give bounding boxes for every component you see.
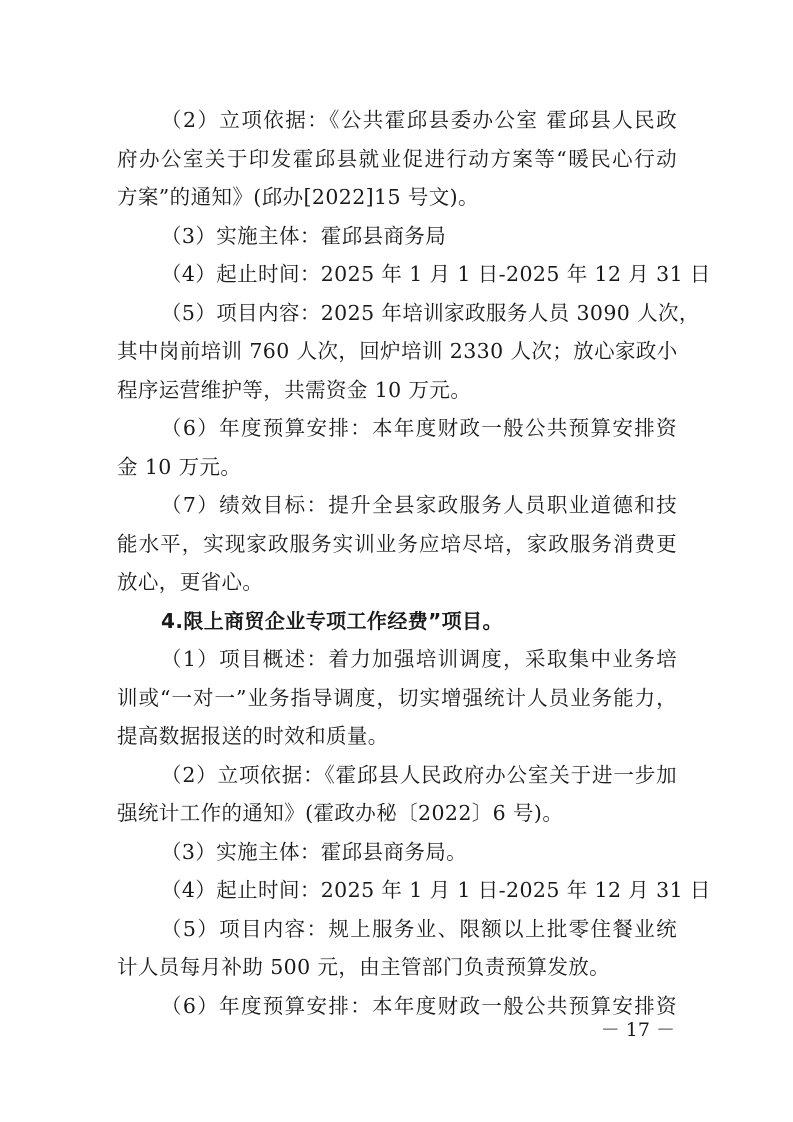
paragraph-overview-line-2: 训或“一对一”业务指导调度，切实增强统计人员业务能力，: [117, 685, 677, 710]
paragraph-period: （4）起止时间：2025 年 1 月 1 日-2025 年 12 月 31 日: [161, 262, 711, 286]
paragraph-implementer2: （3）实施主体：霍邱县商务局。: [161, 839, 468, 864]
page-number: － 17 －: [600, 1019, 675, 1041]
paragraph-content-line-3: 程序运营维护等，共需资金 10 万元。: [117, 377, 472, 402]
paragraph-goal-line-2: 能水平，实现家政服务实训业务应培尽培，家政服务消费更: [117, 531, 677, 556]
paragraph-basis-line-2: 府办公室关于印发霍邱县就业促进行动方案等“暖民心行动: [117, 146, 677, 171]
paragraph-basis-line-1: （2）立项依据：《公共霍邱县委办公室 霍邱县人民政: [161, 108, 677, 132]
paragraph-implementer: （3）实施主体：霍邱县商务局: [161, 223, 447, 248]
paragraph-budget-line-2: 金 10 万元。: [117, 454, 242, 479]
paragraph-goal-line-3: 放心，更省心。: [117, 570, 264, 594]
paragraph-overview-line-1: （1）项目概述：着力加强培训调度，采取集中业务培: [161, 647, 677, 671]
paragraph-basis2-line-2: 强统计工作的通知》(霍政办秘〔2022〕6 号)。: [117, 801, 564, 825]
section-heading: 4.限上商贸企业专项工作经费”项目。: [161, 608, 503, 633]
paragraph-content-line-2: 其中岗前培训 760 人次，回炉培训 2330 人次；放心家政小: [117, 339, 678, 363]
document-body: [117, 101, 711, 1025]
paragraph-basis-line-3: 方案”的通知》(邱办[2022]15 号文)。: [117, 185, 479, 209]
paragraph-basis2-line-1: （2）立项依据：《霍邱县人民政府办公室关于进一步加: [161, 762, 677, 787]
paragraph-period2: （4）起止时间：2025 年 1 月 1 日-2025 年 12 月 31 日: [161, 878, 711, 902]
paragraph-goal-line-1: （7）绩效目标：提升全县家政服务人员职业道德和技: [161, 493, 677, 517]
paragraph-content2-line-1: （5）项目内容：规上服务业、限额以上批零住餐业统: [161, 916, 677, 941]
paragraph-content2-line-2: 计人员每月补助 500 元，由主管部门负责预算发放。: [117, 955, 611, 979]
paragraph-budget2-line-1: （6）年度预算安排：本年度财政一般公共预算安排资: [161, 993, 677, 1018]
paragraph-overview-line-3: 提高数据报送的时效和质量。: [117, 724, 389, 748]
paragraph-budget-line-1: （6）年度预算安排：本年度财政一般公共预算安排资: [161, 416, 677, 440]
paragraph-content-line-1: （5）项目内容：2025 年培训家政服务人员 3090 人次，: [161, 300, 700, 325]
